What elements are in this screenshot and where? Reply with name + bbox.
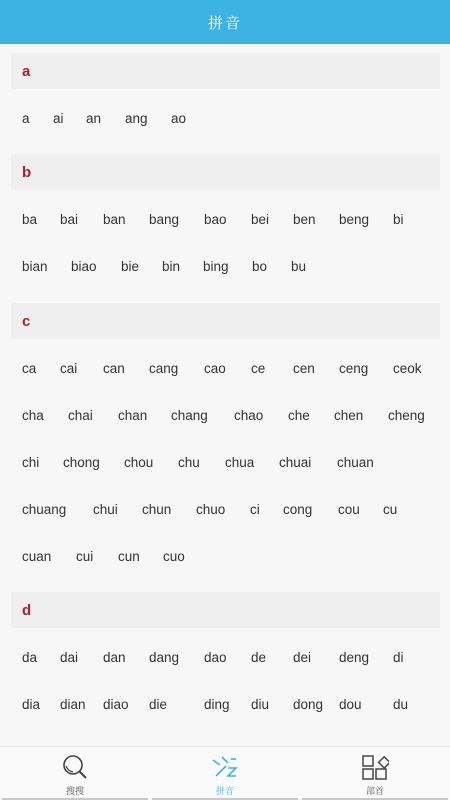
pinyin-syllable[interactable]: chuan [337,455,374,470]
section-letter: b [22,163,32,181]
pinyin-syllable[interactable]: bu [291,259,307,274]
pinyin-syllable[interactable]: dan [103,650,126,665]
pinyin-syllable[interactable]: chu [178,455,200,470]
pinyin-syllable[interactable]: cheng [388,408,425,423]
pinyin-syllable[interactable]: bang [149,212,180,227]
pinyin-icon [210,752,240,782]
section-header [11,154,440,190]
pinyin-syllable[interactable]: bing [203,259,229,274]
pinyin-syllable[interactable]: dong [293,697,324,712]
pinyin-syllable[interactable]: chan [118,408,148,423]
pinyin-syllable[interactable]: chang [171,408,208,423]
pinyin-syllable[interactable]: biao [71,259,97,274]
pinyin-syllable[interactable]: dia [22,697,41,712]
pinyin-syllable[interactable]: ai [53,111,64,126]
pinyin-syllable[interactable]: cai [60,361,78,376]
pinyin-syllable[interactable]: bi [393,212,404,227]
pinyin-syllable[interactable]: chi [22,455,40,470]
pinyin-syllable[interactable]: beng [339,212,370,227]
pinyin-list[interactable] [0,44,450,746]
pinyin-syllable[interactable]: cang [149,361,179,376]
pinyin-syllable[interactable]: che [288,408,310,423]
pinyin-syllable[interactable]: ceok [393,361,422,376]
pinyin-syllable[interactable]: cuo [163,549,185,564]
pinyin-syllable[interactable]: ben [293,212,316,227]
pinyin-syllable[interactable]: di [393,650,404,665]
search-icon [60,752,90,782]
pinyin-syllable[interactable]: dou [339,697,362,712]
pinyin-syllable[interactable]: ba [22,212,38,227]
pinyin-syllable[interactable]: chai [68,408,93,423]
pinyin-syllable[interactable]: chuang [22,502,67,517]
section-letter: d [22,601,32,619]
pinyin-syllable[interactable]: cen [293,361,315,376]
pinyin-syllable[interactable]: deng [339,650,370,665]
pinyin-syllable[interactable]: bao [204,212,227,227]
pinyin-syllable[interactable]: da [22,650,38,665]
section-letter: a [22,62,31,80]
pinyin-syllable[interactable]: de [251,650,267,665]
radical-grid-icon [360,752,390,782]
pinyin-syllable[interactable]: dao [204,650,227,665]
pinyin-syllable[interactable]: cao [204,361,226,376]
pinyin-syllable[interactable]: cha [22,408,44,423]
pinyin-syllable[interactable]: dian [60,697,86,712]
pinyin-syllable[interactable]: die [149,697,168,712]
pinyin-syllable[interactable]: ang [125,111,148,126]
pinyin-syllable[interactable]: bian [22,259,48,274]
pinyin-syllable[interactable]: dei [293,650,312,665]
pinyin-syllable[interactable]: du [393,697,409,712]
pinyin-syllable[interactable]: cuan [22,549,52,564]
section-header [11,53,440,89]
pinyin-syllable[interactable]: diao [103,697,129,712]
pinyin-syllable[interactable]: chuai [279,455,312,470]
pinyin-syllable[interactable]: an [86,111,102,126]
section-letter: c [22,312,31,330]
pinyin-syllable[interactable]: chao [234,408,264,423]
pinyin-syllable[interactable]: cun [118,549,140,564]
pinyin-syllable[interactable]: dang [149,650,180,665]
pinyin-syllable[interactable]: cui [76,549,94,564]
tab-pinyin-label: 拼音 [215,786,234,797]
pinyin-syllable[interactable]: can [103,361,125,376]
pinyin-syllable[interactable]: cou [338,502,360,517]
pinyin-syllable[interactable]: ci [250,502,260,517]
pinyin-syllable[interactable]: ceng [339,361,369,376]
tab-radical-label: 部首 [365,786,384,797]
pinyin-syllable[interactable]: chuo [196,502,226,517]
pinyin-syllable[interactable]: chou [124,455,154,470]
bottom-tab-bar [0,746,450,800]
pinyin-syllable[interactable]: bai [60,212,79,227]
pinyin-syllable[interactable]: ban [103,212,126,227]
tab-pinyin[interactable] [150,747,300,800]
pinyin-syllable[interactable]: diu [251,697,270,712]
pinyin-syllable[interactable]: ding [204,697,230,712]
page-title: 拼音 [207,13,242,32]
pinyin-syllable[interactable]: ca [22,361,37,376]
section-header [11,592,440,628]
section-header [11,303,440,339]
pinyin-syllable[interactable]: bie [121,259,140,274]
pinyin-syllable[interactable]: chua [225,455,255,470]
pinyin-syllable[interactable]: bo [252,259,268,274]
pinyin-syllable[interactable]: bei [251,212,270,227]
tab-radical[interactable] [300,747,450,800]
pinyin-syllable[interactable]: cong [283,502,313,517]
app-header [0,0,450,44]
pinyin-syllable[interactable]: chun [142,502,172,517]
tab-search[interactable] [0,747,150,800]
tab-search-label: 搜搜 [65,786,84,797]
pinyin-syllable[interactable]: chui [93,502,118,517]
pinyin-syllable[interactable]: chong [63,455,100,470]
pinyin-syllable[interactable]: cu [383,502,398,517]
pinyin-syllable[interactable]: chen [334,408,364,423]
pinyin-syllable[interactable]: ce [251,361,266,376]
pinyin-syllable[interactable]: dai [60,650,79,665]
pinyin-syllable[interactable]: ao [171,111,187,126]
pinyin-syllable[interactable]: bin [162,259,181,274]
pinyin-syllable[interactable]: a [22,111,30,126]
